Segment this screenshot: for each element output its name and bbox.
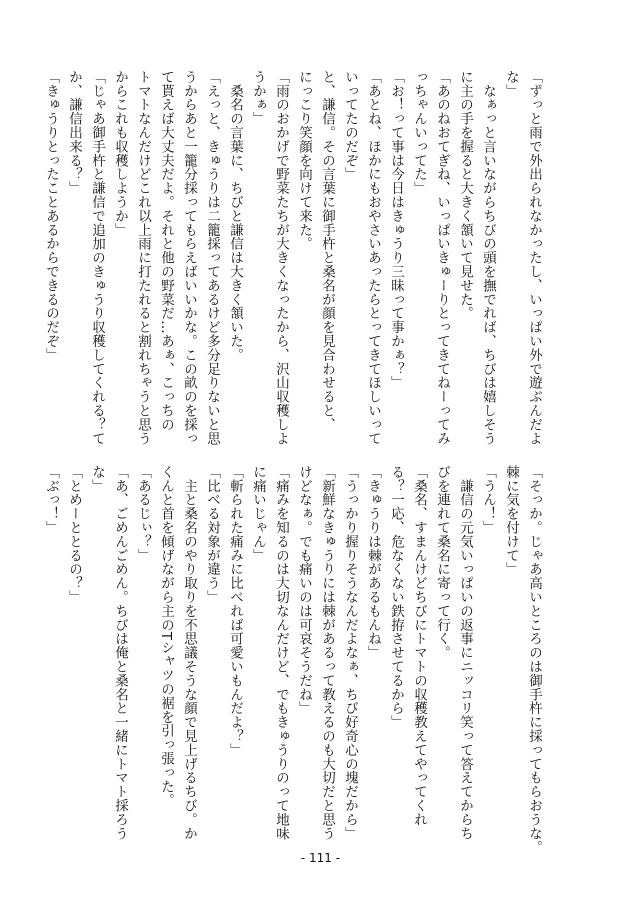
text-line: か、謙信出来る？」 (66, 70, 82, 196)
text-line: 「桑名、すまんけどちびにトマトの収穫教えてやってくれ (411, 465, 427, 827)
text-line: 主と桑名のやり取りを不思議そうな顔で見上げるちび。か (181, 465, 197, 841)
text-line: 「うっかり握りそうなんだよなぁ、ちび好奇心の塊だから」 (342, 465, 358, 841)
text-line: 「じゃあ御手杵と謙信で追加のきゅうり収穫してくれる？て (89, 70, 105, 446)
text-line: けどなぁ。でも痛いのは可哀そうだね」 (296, 465, 312, 716)
text-line: 「痛みを知るのは大切なんだけど、でもきゅうりのって地味 (273, 465, 289, 841)
page-number: - 111 - (300, 851, 341, 865)
text-line: トマトなんだけどこれ以上雨に打たれると割れちゃうと思う (135, 70, 151, 446)
text-line: 「きゅうりは棘があるもんね」 (365, 465, 381, 660)
text-line: くんと首を傾げながら主のTシャツの裾を引っ張った。 (158, 465, 174, 808)
text-line: 謙信の元気いっぱいの返事にニッコリ笑って答えてからち (457, 465, 473, 841)
text-line: て貰えば大丈夫だよ。それと他の野菜だ…あぁ、こっちの (158, 70, 174, 432)
text-line: 「比べる対象が違う」 (204, 465, 220, 604)
text-line: 「うん！」 (480, 465, 496, 535)
text-line: 「そっか。じゃあ高いところのは御手杵に採ってもらおうな。 (526, 465, 542, 855)
text-line: 棘に気を付けて」 (503, 465, 519, 577)
text-line: な」 (89, 465, 105, 493)
text-line: と、謙信。その言葉に御手杵と桑名が顔を見合わせると、 (319, 70, 335, 432)
text-line: にっこり笑顔を向けて来た。 (296, 70, 312, 251)
text-line: 「あ、ごめんごめん。ちびは俺と桑名と一緒にトマト採ろう (112, 465, 128, 841)
text-line: 「お！って事は今日はきゅうり三昧って事かぁ？」 (388, 70, 404, 390)
text-line: びを連れて桑名に寄って行く。 (434, 465, 450, 660)
text-line: に痛いじゃん」 (250, 465, 266, 563)
text-line: 「斬られた痛みに比べれば可愛いもんだよ？」 (227, 465, 243, 757)
text-line: うかぁ」 (250, 70, 266, 126)
text-line: な」 (503, 70, 519, 98)
text-line: 「新鮮なきゅうりには棘があるって教えるのも大切だと思う (319, 465, 335, 841)
text-line: 「あとね、ほかにもおやさいあったらとってきてほしいって (365, 70, 381, 446)
text-line: 「きゅうりとったことあるからできるのだぞ」 (43, 70, 59, 362)
text-line: からこれも収穫しようか」 (112, 70, 128, 237)
text-line: っちゃんいってた」 (411, 70, 427, 196)
text-line: 「あるじぃ？」 (135, 465, 151, 563)
text-line: うからあと一籠分採ってもらえばいいかな。この畝のを採っ (181, 70, 197, 446)
text-line: 「あのねおてぎね、いっぱいきゅーりとってきてねーってみ (434, 70, 450, 446)
text-line: いってたのだぞ」 (342, 70, 358, 182)
text-line: 「えっと、きゅうりは二籠採ってあるけど多分足りないと思 (204, 70, 220, 446)
text-line: なぁっと言いながらちびの頭を撫でれば、ちびは嬉しそう (480, 70, 496, 446)
text-line: 「ぶっ！」 (43, 465, 59, 535)
text-line: る？一応、危なくない鉄拵させてるから」 (388, 465, 404, 730)
text-line: 桑名の言葉に、ちびと謙信は大きく頷いた。 (227, 70, 243, 362)
upper-text-block (39, 70, 545, 446)
text-line: 「ずっと雨で外出られなかったし、いっぱい外で遊ぶんだよ (526, 70, 542, 446)
text-line: に主の手を握ると大きく頷いて見せた。 (457, 70, 473, 321)
text-line: 「雨のおかげで野菜たちが大きくなったから、沢山収穫しよ (273, 70, 289, 446)
lower-text-block (39, 465, 545, 855)
text-line: 「とめーととるの？」 (66, 465, 82, 604)
